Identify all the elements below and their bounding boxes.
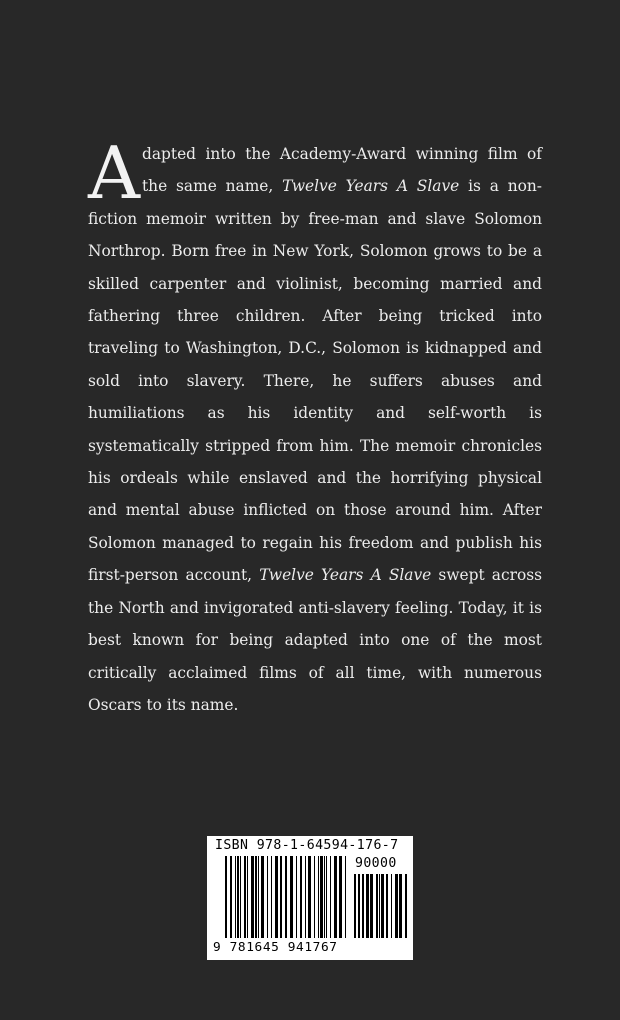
- ean-bar: [339, 856, 342, 938]
- drop-cap: A: [88, 131, 140, 215]
- ean-bar: [334, 856, 337, 938]
- ean-bar: [330, 856, 331, 938]
- addon-bar: [362, 874, 364, 938]
- ean-bar: [235, 856, 236, 938]
- addon-bar: [399, 874, 402, 938]
- ean-bar: [280, 856, 282, 938]
- addon-bar: [370, 874, 373, 938]
- isbn-barcode: [207, 836, 413, 960]
- ean-bar: [324, 856, 325, 938]
- ean-bar: [296, 856, 297, 938]
- ean-bar: [314, 856, 315, 938]
- addon-bar: [395, 874, 398, 938]
- addon-barcode-bars: [354, 874, 407, 938]
- addon-bar: [381, 874, 384, 938]
- ean-bar: [308, 856, 311, 938]
- ean-bar: [300, 856, 302, 938]
- isbn-label: ISBN 978-1-64594-176-7: [215, 838, 399, 853]
- ean-barcode-bars: [225, 856, 346, 938]
- ean-bar: [345, 856, 346, 938]
- ean-bar: [247, 856, 248, 938]
- price-code: 90000: [355, 856, 397, 871]
- ean-bar: [258, 856, 259, 938]
- ean-bar: [255, 856, 257, 938]
- ean-bar: [237, 856, 239, 938]
- ean-bar: [290, 856, 293, 938]
- addon-bar: [391, 874, 392, 938]
- ean-bar: [244, 856, 246, 938]
- ean-bar: [240, 856, 241, 938]
- addon-bar: [358, 874, 360, 938]
- ean-bar: [326, 856, 327, 938]
- ean-bar: [271, 856, 272, 938]
- description-part-2: is a non-fiction memoir written by free-man and slave Solomon Northrop. Born free in New York, Solomon grows to be a skilled carpenter and violinist, becoming married and fathering three children. After being tricked into traveling to Washington, D.C., Solomon is kidnapped and sold into slavery. There, he suffers abuses and humiliations as his identity and self-worth is systematically stripped from him. The memoir chronicles his ordeals while enslaved and the horrifying physical and mental abuse inflicted on those around him. After Solomon managed to regain his freedom and publish his first-person account,: [88, 177, 543, 585]
- addon-bar: [366, 874, 369, 938]
- addon-bar: [376, 874, 378, 938]
- ean-bar: [285, 856, 287, 938]
- addon-bar: [386, 874, 388, 938]
- addon-bar: [354, 874, 356, 938]
- ean-bar: [251, 856, 254, 938]
- book-title-italic: Twelve Years A Slave: [282, 177, 460, 196]
- book-title-italic-2: Twelve Years A Slave: [259, 566, 432, 585]
- ean-bar: [320, 856, 323, 938]
- book-description: [88, 131, 543, 721]
- ean-bar: [267, 856, 268, 938]
- ean-bar: [230, 856, 232, 938]
- ean-bar: [225, 856, 227, 938]
- description-part-3: swept across the North and invigorated anti-slavery feeling. Today, it is best known for being adapted into one of the most critically acclaimed films of all time, with numerous Oscars to its name.: [88, 566, 543, 714]
- ean-bar: [275, 856, 278, 938]
- addon-bar: [379, 874, 380, 938]
- ean-bar: [261, 856, 264, 938]
- ean-bar: [305, 856, 306, 938]
- description-part-1: dapted into the Academy-Award winning film of the same name,: [142, 145, 542, 196]
- ean-bar: [318, 856, 319, 938]
- ean-digits: 9 781645 941767: [213, 940, 338, 955]
- addon-bar: [405, 874, 407, 938]
